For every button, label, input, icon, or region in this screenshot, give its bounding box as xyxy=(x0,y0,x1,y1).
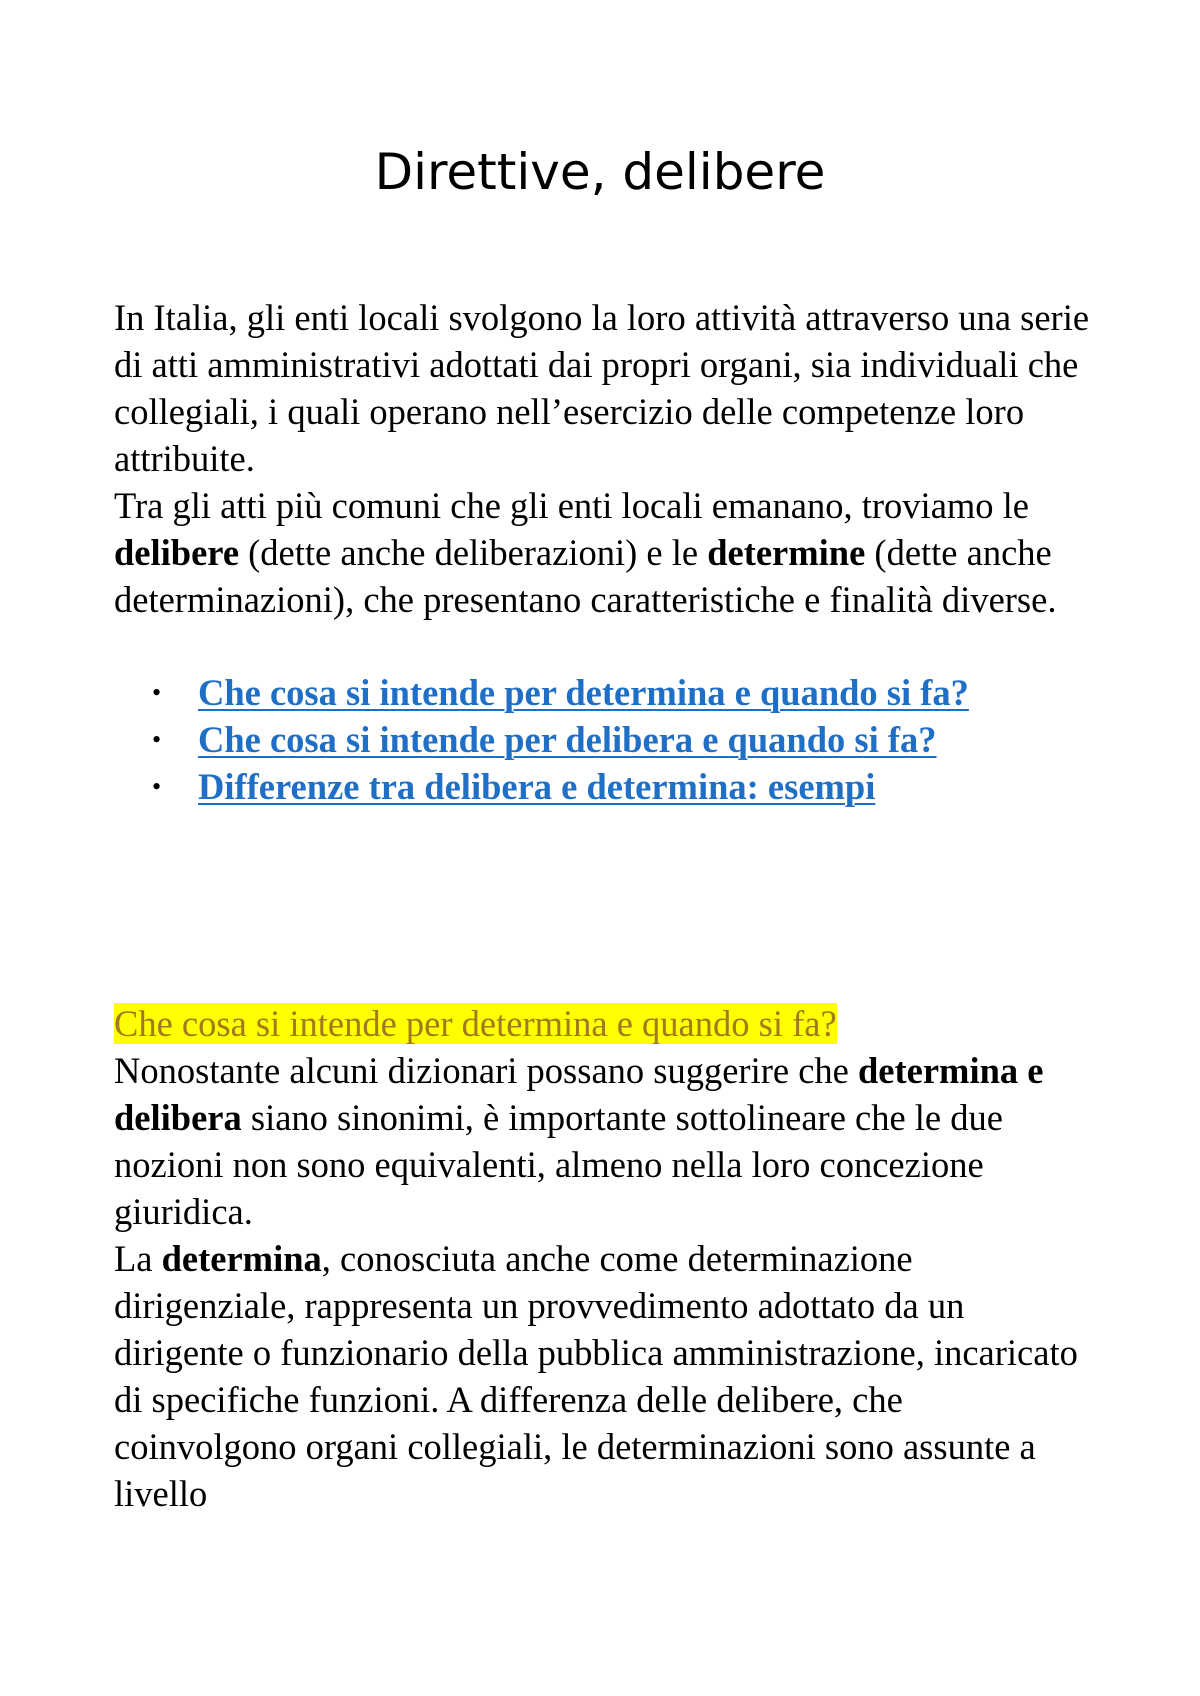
section-text: , conosciuta anche come determinazione dirigenziale, rappresenta un provvedimento adottato da un dirigente o funzionario della pubblica amministrazione, incaricato di specifiche funzioni. A differenza delle delibere, che coinvolgono organi collegiali, le determinazioni sono assunte a livello xyxy=(114,1238,1078,1514)
bullet-icon: • xyxy=(152,772,162,801)
section-text: La xyxy=(114,1238,162,1279)
section-paragraph-2 xyxy=(114,1235,1094,1517)
toc-item xyxy=(150,716,1090,763)
toc-item xyxy=(150,763,1090,810)
bold-term-determine: determine xyxy=(707,532,866,573)
section-heading xyxy=(114,1000,1094,1047)
toc-link-differenze[interactable] xyxy=(188,766,875,807)
intro-paragraph-1: In Italia, gli enti locali svolgono la loro attività attraverso una serie di atti amministrativi adottati dai propri organi, sia individuali che collegiali, i quali operano nell’esercizio delle competenze loro attribuite. xyxy=(114,297,1090,479)
toc-item xyxy=(150,669,1090,716)
intro-text: (dette anche deliberazioni) e le xyxy=(239,532,708,573)
section-text: Nonostante alcuni dizionari possano suggerire che xyxy=(114,1050,858,1091)
highlighted-heading: Che cosa si intende per determina e quando si fa? xyxy=(114,1003,837,1044)
table-of-contents xyxy=(150,669,1090,810)
bold-term-determina: determina xyxy=(161,1238,322,1279)
bold-term-delibere: delibere xyxy=(114,532,240,573)
section-text: siano sinonimi, è importante sottolineare che le due nozioni non sono equivalenti, almeno nella loro concezione giuridica. xyxy=(114,1097,1003,1232)
intro-text: Tra gli atti più comuni che gli enti locali emanano, troviamo le xyxy=(114,485,1029,526)
bullet-icon: • xyxy=(152,678,162,707)
toc-link-label: Differenze tra delibera e determina: esempi xyxy=(198,766,876,807)
intro-paragraphs xyxy=(114,294,1094,623)
toc-link-label: Che cosa si intende per delibera e quando si fa? xyxy=(198,719,937,760)
toc-link-label: Che cosa si intende per determina e quando si fa? xyxy=(198,672,969,713)
document-title: Direttive, delibere xyxy=(374,143,826,201)
bullet-icon: • xyxy=(152,725,162,754)
toc-link-determina[interactable] xyxy=(188,672,969,713)
section-determina xyxy=(114,1000,1094,1517)
section-paragraph-1 xyxy=(114,1047,1094,1235)
bold-term-determina-delibera: determina e delibera xyxy=(114,1050,1044,1138)
intro-text: (dette anche determinazioni), che presentano caratteristiche e finalità diverse. xyxy=(114,532,1057,620)
intro-paragraph-2 xyxy=(114,482,1094,623)
toc-link-delibera[interactable] xyxy=(188,719,937,760)
